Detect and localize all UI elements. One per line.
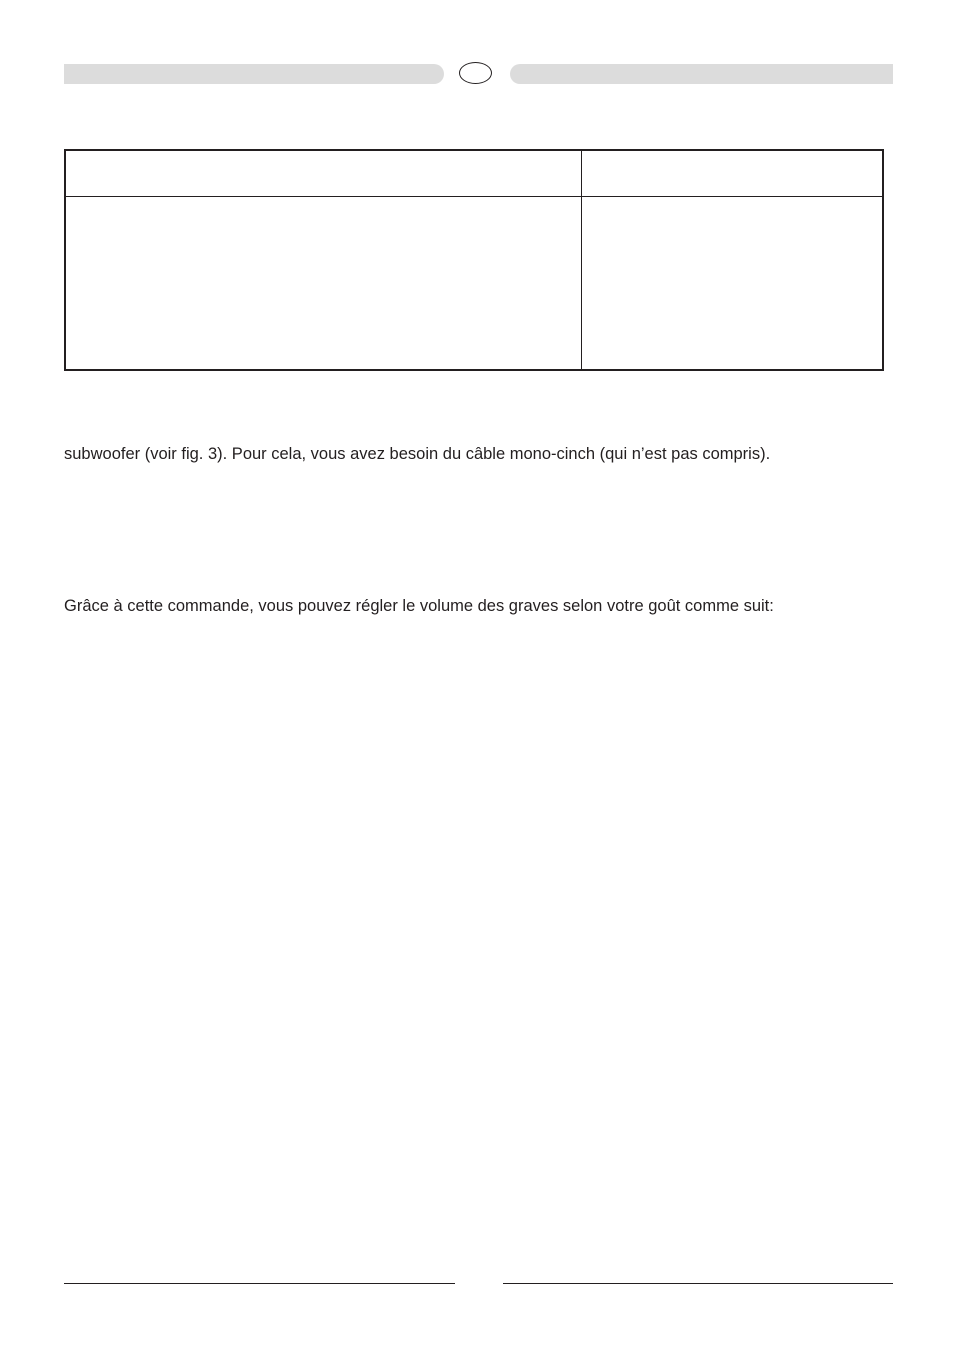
header-bar-right	[510, 64, 893, 84]
footer-line-right	[503, 1283, 893, 1284]
header-bar-left	[64, 64, 444, 84]
language-badge-oval	[459, 62, 492, 84]
spec-table	[64, 149, 884, 371]
bass-control-text: Grâce à cette commande, vous pouvez régler le volume des graves selon votre goût comme suit:	[64, 597, 774, 615]
subwoofer-connection-text: subwoofer (voir fig. 3). Pour cela, vous avez besoin du câble mono-cinch (qui n’est pas compris).	[64, 445, 771, 463]
spec-table-column-divider	[581, 151, 582, 369]
spec-table-header-divider	[66, 196, 882, 197]
footer-line-left	[64, 1283, 455, 1284]
